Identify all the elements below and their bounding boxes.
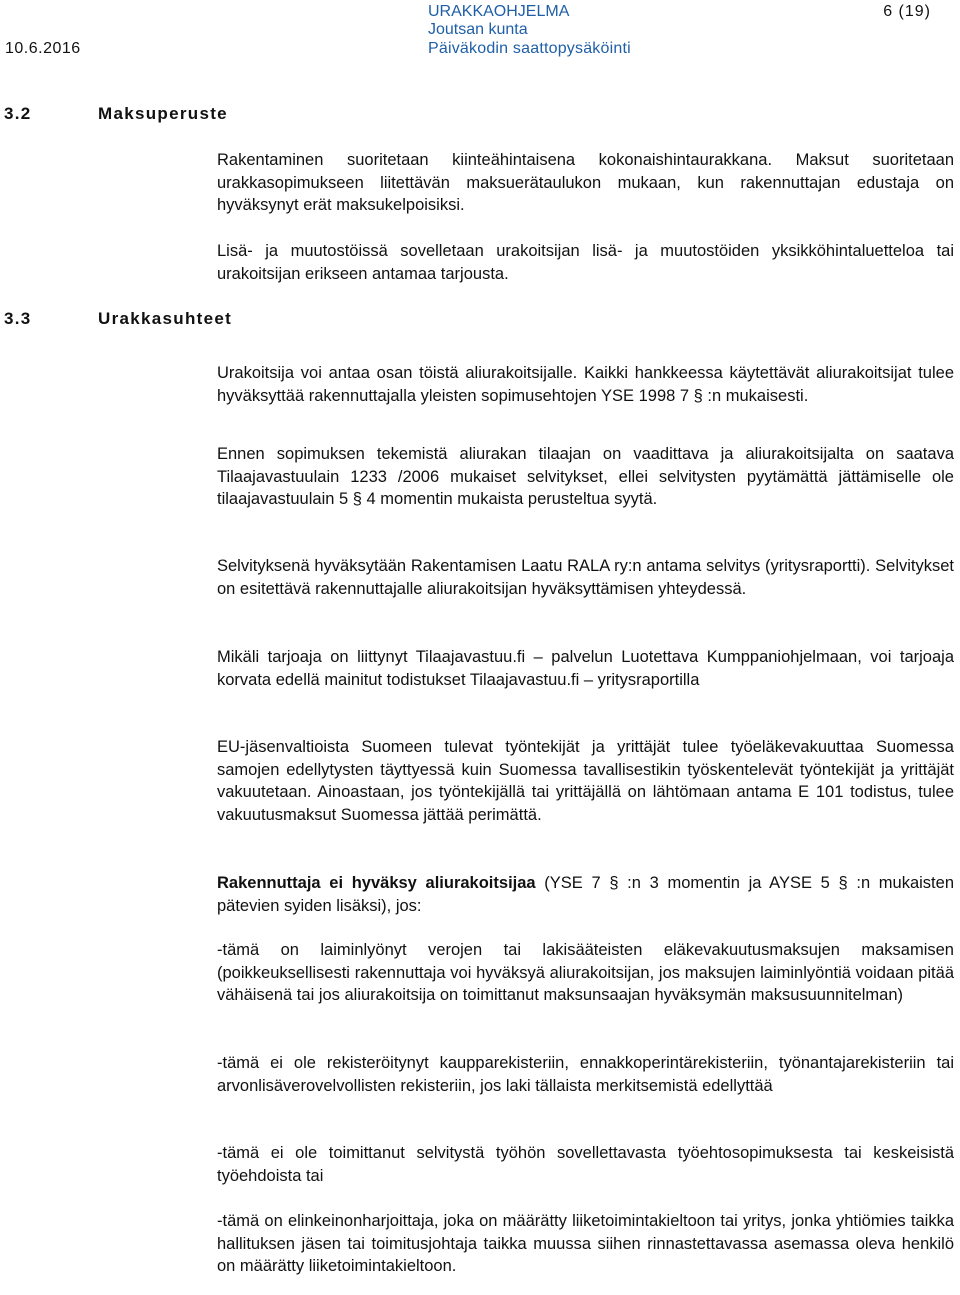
list-item-taxes: -tämä on laiminlyönyt verojen tai lakisääteisten eläkevakuutusmaksujen maksamisen (poikkeuksellisesti rakennuttaja voi hyväksyä aliurakoitsijan, jos maksujen laiminlyöntiä voidaan pitää vähäisenä tai jos aliurakoitsija on toimittanut maksunsaajan hyväksymän maksusuunnitelman) <box>217 941 954 1004</box>
paragraph-subcontracting: Urakoitsija voi antaa osan töistä aliurakoitsijalle. Kaikki hankkeessa käytettävät aliurakoitsijat tulee hyväksyttää rakennuttajalla yleisten sopimusehtojen YSE 1998 7 § :n mukaisesti. <box>217 364 954 405</box>
rejection-lead-bold: Rakennuttaja ei hyväksy aliurakoitsijaa <box>217 874 536 892</box>
paragraph-rejection-grounds <box>217 872 954 917</box>
paragraph-additional-work: Lisä- ja muutostöissä sovelletaan urakoitsijan lisä- ja muutostöiden yksikköhintaluetteloa tai urakoitsijan erikseen antamaa tarjousta. <box>217 242 954 283</box>
section-number: 3.2 <box>4 104 32 123</box>
paragraph-rala-report: Selvityksenä hyväksytään Rakentamisen Laatu RALA ry:n antama selvitys (yritysraportti). Selvitykset on esitettävä rakennuttajalle aliurakoitsijan hyväksyttämisen yhteydessä. <box>217 557 954 598</box>
section-number: 3.3 <box>4 309 32 328</box>
project-name: Päiväkodin saattopysäköinti <box>428 40 631 57</box>
list-item-terms: -tämä ei ole toimittanut selvitystä työhön sovellettavasta työehtosopimuksesta tai keskeisistä työehdoista tai <box>217 1144 954 1185</box>
page-number: 6 (19) <box>883 3 931 20</box>
paragraph-eu-workers: EU-jäsenvaltioista Suomeen tulevat työntekijät ja yrittäjät tulee työeläkevakuuttaa Suomessa samojen edellytysten täyttyessä kuin Suomessa tavallisestikin työskentelevät työntekijät ja yrittäjät vakuutetaan. Ainoastaan, jos työntekijällä tai yrittäjällä on lähtömaan antama E 101 todistus, tulee vakuutusmaksut Suomessa jättää perimättä. <box>217 738 954 824</box>
organization-name: Joutsan kunta <box>428 21 528 38</box>
list-item-registers: -tämä ei ole rekisteröitynyt kaupparekisteriin, ennakkoperintärekisteriin, työnantajarekisteriin tai arvonlisäverovelvollisten rekisteriin, jos laki tällaista merkitsemistä edellyttää <box>217 1054 954 1095</box>
list-item-business-ban: -tämä on elinkeinonharjoittaja, joka on määrätty liiketoimintakieltoon tai yritys, jonka yhtiömies taikka hallituksen jäsen tai toimitusjohtaja taikka muussa siihen rinnastettavassa asemassa oleva henkilö on määrätty liiketoimintakieltoon. <box>217 1212 954 1275</box>
paragraph-contractor-liability: Ennen sopimuksen tekemistä aliurakan tilaajan on vaadittava ja aliurakoitsijalta on saatava Tilaajavastuulain 1233 /2006 mukaiset selvitykset, ellei selvitysten pyytämättä jättämiselle ole tilaajavastuulain 5 § 4 momentin mukaista perusteltua syytä. <box>217 445 954 508</box>
section-heading-urakkasuhteet <box>4 309 232 329</box>
rejection-lead-text: (YSE 7 § :n 3 momentin ja AYSE 5 § :n mukaisten pätevien syiden lisäksi), jos: <box>217 874 954 915</box>
document-date: 10.6.2016 <box>5 40 81 57</box>
paragraph-tilaajavastuu: Mikäli tarjoaja on liittynyt Tilaajavastuu.fi – palvelun Luotettava Kumppaniohjelmaan, voi tarjoaja korvata edellä mainitut todistukset Tilaajavastuu.fi – yritysraportilla <box>217 648 954 689</box>
section-title: Maksuperuste <box>98 104 228 123</box>
paragraph-payment-basis: Rakentaminen suoritetaan kiinteähintaisena kokonaishintaurakkana. Maksut suoritetaan urakkasopimukseen liitettävän maksuerätaulukon mukaan, kun rakennuttajan edustaja on hyväksynyt erät maksukelpoisiksi. <box>217 151 954 214</box>
document-type: URAKKAOHJELMA <box>428 3 570 20</box>
section-heading-maksuperuste <box>4 104 228 124</box>
section-title: Urakkasuhteet <box>98 309 233 328</box>
